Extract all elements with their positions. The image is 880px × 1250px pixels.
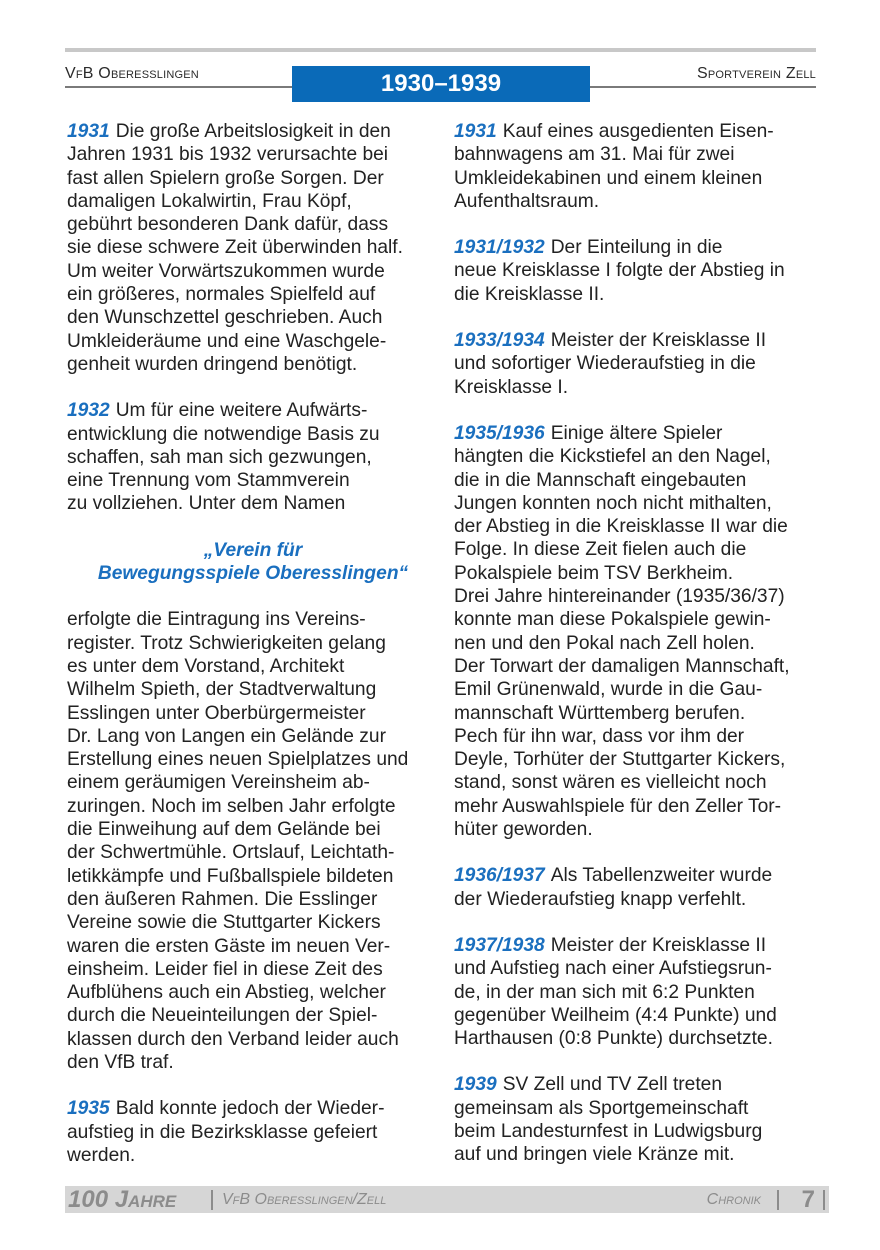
chronicle-entry	[454, 422, 824, 841]
entry-text: Meister der Kreisklasse II	[550, 934, 767, 956]
right-column	[454, 120, 824, 1190]
entry-text: Um für eine weitere Aufwärts-	[115, 400, 368, 422]
entry-year: 1931	[67, 121, 110, 142]
entry-text: Jahren 1931 bis 1932 verursachte bei	[67, 144, 389, 166]
page-number: 7	[801, 1186, 815, 1213]
entry-text: stand, sonst wären es vielleicht noch	[454, 772, 767, 794]
entry-text: ein größeres, normales Spielfeld auf	[67, 284, 376, 306]
entry-text: zu vollziehen. Unter dem Namen	[67, 493, 346, 515]
entry-text: de, in der man sich mit 6:2 Punkten	[454, 981, 755, 1003]
entry-text: damaligen Lokalwirtin, Frau Köpf,	[67, 190, 352, 212]
club-name-quote	[67, 539, 439, 586]
entry-first-line	[454, 120, 824, 143]
entry-first-line	[454, 1073, 824, 1096]
entry-text: den äußeren Rahmen. Die Esslinger	[67, 888, 378, 910]
entry-year: 1937/1938	[454, 934, 545, 956]
chronicle-entry	[454, 120, 824, 213]
entry-text: die Einweihung auf dem Gelände bei	[67, 819, 381, 841]
chronicle-entry	[67, 399, 439, 515]
entry-text: Vereine sowie die Stuttgarter Kickers	[67, 912, 381, 934]
page-header	[65, 62, 816, 106]
entry-text: Deyle, Torhüter der Stuttgarter Kickers,	[454, 749, 786, 771]
entry-text: den VfB traf.	[67, 1051, 174, 1073]
entry-text: Als Tabellenzweiter wurde	[550, 865, 773, 887]
entry-year: 1932	[67, 400, 110, 422]
entry-year: 1933/1934	[454, 330, 545, 352]
entry-text: durch die Neueinteilungen der Spiel-	[67, 1005, 378, 1027]
entry-text: register. Trotz Schwierigkeiten gelang	[67, 632, 386, 654]
entry-year: 1939	[454, 1074, 497, 1096]
entry-first-line	[67, 120, 439, 143]
entry-text: hüter geworden.	[454, 819, 593, 841]
entry-text: zuringen. Noch im selben Jahr erfolgte	[67, 795, 396, 817]
footer-section: Chronik	[706, 1191, 761, 1208]
footer-divider	[211, 1190, 213, 1210]
header-rule-left	[65, 86, 292, 88]
chronicle-entry	[67, 120, 439, 376]
entry-text: nen und den Pokal nach Zell holen.	[454, 632, 755, 654]
entry-text: die in die Mannschaft eingebauten	[454, 469, 747, 491]
entry-text: neue Kreisklasse I folgte der Abstieg in	[454, 260, 785, 282]
chronicle-entry	[454, 934, 824, 1050]
entry-text: Erstellung eines neuen Spielplatzes und	[67, 749, 409, 771]
entry-text: Drei Jahre hintereinander (1935/36/37)	[454, 586, 785, 608]
header-rule-right	[590, 86, 816, 88]
entry-text: Einige ältere Spieler	[550, 422, 723, 444]
entry-text: beim Landesturnfest in Ludwigsburg	[454, 1120, 763, 1142]
entry-text: Esslingen unter Oberbürgermeister	[67, 702, 366, 724]
entry-text: Jungen konnten noch nicht mithalten,	[454, 492, 772, 514]
period-banner: 1930–1939	[292, 66, 590, 102]
footer-divider	[777, 1190, 779, 1210]
entry-text: die Kreisklasse II.	[454, 283, 605, 305]
chronicle-entry	[454, 864, 824, 911]
entry-text: aufstieg in die Bezirksklasse gefeiert	[67, 1121, 378, 1143]
entry-first-line	[454, 329, 824, 352]
quote-line: Bewegungsspiele Oberesslingen“	[97, 563, 409, 585]
entry-text: schaffen, sah man sich gezwungen,	[67, 446, 372, 468]
entry-text: konnte man diese Pokalspiele gewin-	[454, 609, 771, 631]
chronicle-entry	[67, 1097, 439, 1167]
entry-year: 1931/1932	[454, 237, 545, 259]
top-rule	[65, 48, 816, 52]
entry-text: Umkleidekabinen und einem kleinen	[454, 167, 763, 189]
entry-text: der Wiederaufstieg knapp verfehlt.	[454, 888, 747, 910]
entry-text: SV Zell und TV Zell treten	[502, 1074, 723, 1096]
entry-text: erfolgte die Eintragung ins Vereins-	[67, 609, 366, 631]
entry-text: den Wunschzettel geschrieben. Auch	[67, 307, 383, 329]
entry-text: Dr. Lang von Langen ein Gelände zur	[67, 725, 386, 747]
entry-first-line	[67, 399, 439, 422]
entry-text: einsheim. Leider fiel in diese Zeit des	[67, 958, 383, 980]
entry-text: genheit wurden dringend benötigt.	[67, 353, 358, 375]
footer-title: 100 Jahre	[68, 1186, 177, 1213]
entry-text: der Abstieg in die Kreisklasse II war die	[454, 516, 788, 538]
entry-text: Aufblühens auch ein Abstieg, welcher	[67, 982, 386, 1004]
entry-text: Die große Arbeitslosigkeit in den	[115, 121, 391, 142]
entry-text: letikkämpfe und Fußballspiele bildeten	[67, 865, 394, 887]
chronicle-entry	[454, 236, 824, 306]
entry-text: und sofortiger Wiederaufstieg in die	[454, 353, 756, 375]
entry-year: 1935/1936	[454, 422, 545, 444]
entry-text: und Aufstieg nach einer Aufstiegsrun-	[454, 958, 772, 980]
footer-divider	[823, 1190, 825, 1210]
entry-year: 1931	[454, 121, 497, 142]
left-column	[67, 120, 439, 1190]
entry-text: Pech für ihn war, dass vor ihm der	[454, 725, 745, 747]
entry-year: 1936/1937	[454, 865, 545, 887]
entry-text: bahnwagens am 31. Mai für zwei	[454, 144, 735, 166]
entry-text: mehr Auswahlspiele für den Zeller Tor-	[454, 795, 782, 817]
header-left-title: VfB Oberesslingen	[65, 65, 199, 82]
entry-first-line	[454, 422, 824, 445]
entry-first-line	[454, 236, 824, 259]
entry-text: Folge. In diese Zeit fielen auch die	[454, 539, 747, 561]
entry-text: entwicklung die notwendige Basis zu	[67, 423, 380, 445]
entry-text: Der Einteilung in die	[550, 237, 723, 259]
entry-text: Kauf eines ausgedienten Eisen-	[502, 121, 774, 142]
entry-first-line	[454, 864, 824, 887]
entry-text: Aufenthaltsraum.	[454, 190, 600, 212]
footer-subtitle: VfB Oberesslingen/Zell	[222, 1191, 387, 1208]
entry-text: waren die ersten Gäste im neuen Ver-	[67, 935, 391, 957]
entry-text: Meister der Kreisklasse II	[550, 330, 767, 352]
entry-first-line	[454, 934, 824, 957]
entry-text: Harthausen (0:8 Punkte) durchsetzte.	[454, 1028, 773, 1050]
header-right-title: Sportverein Zell	[697, 65, 816, 82]
entry-text: es unter dem Vorstand, Architekt	[67, 655, 345, 677]
entry-text: Umkleideräume und eine Waschgele-	[67, 330, 387, 352]
page-footer	[65, 1186, 829, 1213]
entry-text: gegenüber Weilheim (4:4 Punkte) und	[454, 1004, 777, 1026]
entry-text: Kreisklasse I.	[454, 376, 569, 398]
chronicle-entry	[454, 329, 824, 399]
entry-text: fast allen Spielern große Sorgen. Der	[67, 167, 384, 189]
entry-text: Bald konnte jedoch der Wieder-	[115, 1098, 385, 1120]
entry-year: 1935	[67, 1098, 110, 1120]
entry-text: Der Torwart der damaligen Mannschaft,	[454, 655, 790, 677]
entry-text: der Schwertmühle. Ortslauf, Leichtath-	[67, 842, 395, 864]
entry-first-line	[67, 1097, 439, 1120]
entry-text: eine Trennung vom Stammverein	[67, 470, 350, 492]
entry-continuation	[67, 608, 439, 1074]
entry-text: einem geräumigen Vereinsheim ab-	[67, 772, 370, 794]
chronicle-entry	[454, 1073, 824, 1166]
entry-text: Emil Grünenwald, wurde in die Gau-	[454, 679, 763, 701]
entry-text: klassen durch den Verband leider auch	[67, 1028, 399, 1050]
entry-text: mannschaft Württemberg berufen.	[454, 702, 746, 724]
quote-line: „Verein für	[203, 539, 303, 561]
entry-text: sie diese schwere Zeit überwinden half.	[67, 237, 403, 259]
entry-text: Wilhelm Spieth, der Stadtverwaltung	[67, 679, 377, 701]
entry-text: auf und bringen viele Kränze mit.	[454, 1144, 735, 1166]
entry-text: Um weiter Vorwärtszukommen wurde	[67, 260, 385, 282]
entry-text: Pokalspiele beim TSV Berkheim.	[454, 562, 734, 584]
entry-text: gemeinsam als Sportgemeinschaft	[454, 1097, 749, 1119]
entry-text: gebührt besonderen Dank dafür, dass	[67, 214, 389, 236]
entry-text: werden.	[67, 1144, 136, 1166]
entry-text: hängten die Kickstiefel an den Nagel,	[454, 446, 771, 468]
